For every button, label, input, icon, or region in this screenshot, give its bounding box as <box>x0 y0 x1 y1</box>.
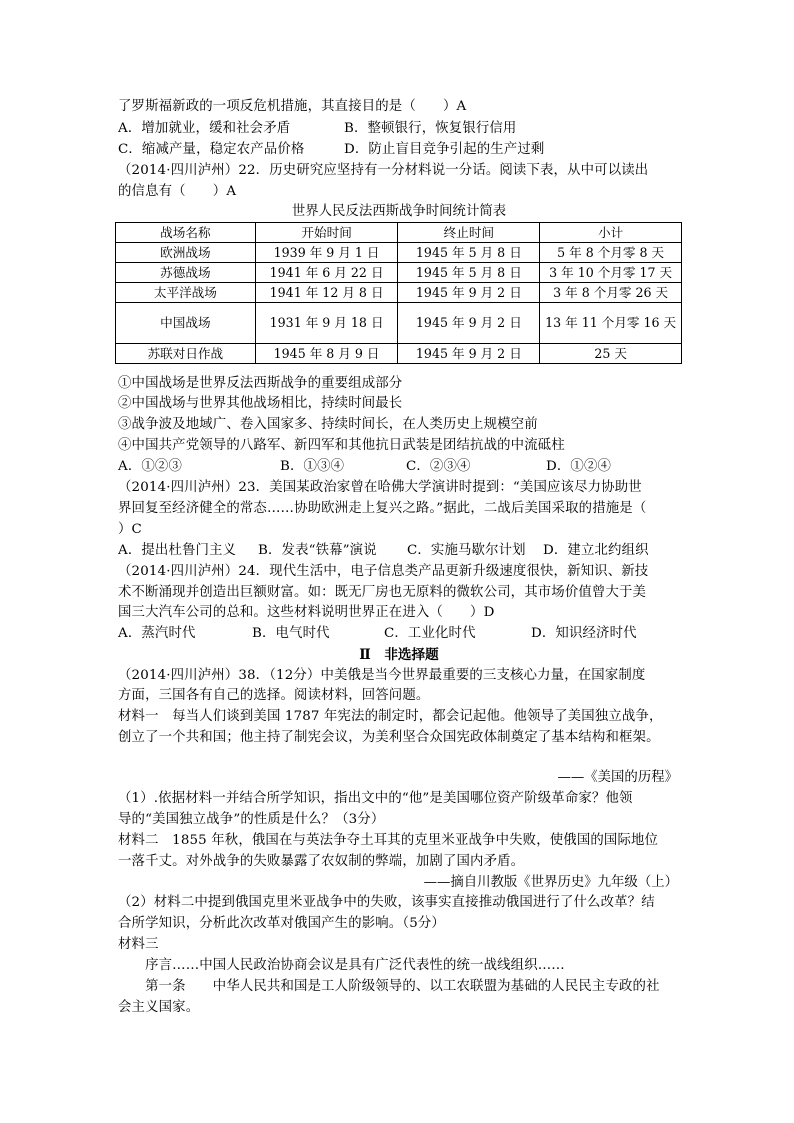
cell: 1941 年 12 月 8 日 <box>255 283 398 303</box>
cell: 3 年 10 个月零 17 天 <box>540 263 682 283</box>
q23-option-a: A．提出杜鲁门主义 <box>118 543 237 558</box>
q24-stem-line-3: 国三大汽车公司的总和。这些材料说明世界正在进入（ ）D <box>118 605 495 620</box>
table-row <box>116 344 682 364</box>
cell: 3 年 8 个月零 26 天 <box>540 283 682 303</box>
cell: 25 天 <box>540 344 682 364</box>
cell: 1945 年 9 月 2 日 <box>398 303 540 344</box>
q21-stem-end: 了罗斯福新政的一项反危机措施，其直接目的是（ ）A <box>118 99 467 114</box>
q23-stem-line-1: （2014·四川泸州）23．美国某政治家曾在哈佛大学演讲时提到：“美国应该尽力协助世 <box>118 480 642 495</box>
q22-option-a: A．①②③ <box>118 459 182 474</box>
cell: 苏德战场 <box>116 263 256 283</box>
material-2-line-2: 一落千丈。对外战争的失败暴露了农奴制的弊端，加剧了国内矛盾。 <box>118 854 525 869</box>
table-caption: 世界人民反法西斯战争时间统计简表 <box>291 204 507 219</box>
cell: 太平洋战场 <box>116 283 256 303</box>
q24-stem-line-1: （2014·四川泸州）24．现代生活中，电子信息类产品更新升级速度很快，新知识、新技 <box>118 564 649 579</box>
table-header-row <box>116 223 682 243</box>
header-start: 开始时间 <box>255 223 398 243</box>
q22-options-row <box>118 457 611 477</box>
material-3-line-3: 会主义国家。 <box>118 1000 200 1015</box>
q24-option-d: D．知识经济时代 <box>531 626 637 641</box>
part-1-line-1: （1）.依据材料一并结合所学知识，指出文中的“他”是美国哪位资产阶级革命家？他领 <box>118 791 633 806</box>
part-2-line-2: 合所学知识，分析此次改革对俄国产生的影响。（5分） <box>118 916 445 931</box>
material-1-line-1: 材料一 每当人们谈到美国 1787 年宪法的制定时，都会记起他。他领导了美国独立战争， <box>118 709 663 724</box>
cell: 欧洲战场 <box>116 243 256 263</box>
q22-option-c: C．②③④ <box>406 459 471 474</box>
q21-option-d: D．防止盲目竞争引起的生产过剩 <box>344 142 545 157</box>
material-1-line-2: 创立了一个共和国；他主持了制宪会议，为美利坚合众国宪政体制奠定了基本结构和框架。 <box>118 730 660 745</box>
q23-options-row <box>118 541 649 561</box>
cell: 1945 年 9 月 2 日 <box>398 283 540 303</box>
q23-stem-line-2: 界回复至经济健全的常态……协助欧洲走上复兴之路。”据此，二战后美国采取的措施是（ <box>118 501 647 516</box>
q21-option-a: A．增加就业，缓和社会矛盾 <box>118 121 291 136</box>
q22-statement-4: ④中国共产党领导的八路军、新四军和其他抗日武装是团结抗战的中流砥柱 <box>118 438 565 453</box>
header-total: 小计 <box>540 223 682 243</box>
part-2-line-1: （2）材料二中提到俄国克里米亚战争中的失败，该事实直接推动俄国进行了什么改革？结 <box>118 895 655 910</box>
cell: 1945 年 5 月 8 日 <box>398 243 540 263</box>
q23-option-d: D．建立北约组织 <box>543 543 649 558</box>
q22-stem-line-1: （2014·四川泸州）22．历史研究应坚持有一分材料说一分话。阅读下表，从中可以读出 <box>118 163 649 178</box>
q24-option-b: B．电气时代 <box>252 626 330 641</box>
q21-options-row-1 <box>118 119 516 139</box>
q24-options-row <box>118 624 637 644</box>
q22-stem-line-2: 的信息有（ ）A <box>118 184 237 199</box>
cell: 1945 年 9 月 2 日 <box>398 344 540 364</box>
q22-statement-2: ②中国战场与世界其他战场相比，持续时间最长 <box>118 396 403 411</box>
cell: 1941 年 6 月 22 日 <box>255 263 398 283</box>
q24-stem-line-2: 术不断涌现并创造出巨额财富。如：既无厂房也无原料的微软公司，其市场价值曾大于美 <box>118 585 647 600</box>
cell: 中国战场 <box>116 303 256 344</box>
table-row <box>116 263 682 283</box>
q21-option-c: C．缩减产量，稳定农产品价格 <box>118 142 305 157</box>
section-title: Ⅱ 非选择题 <box>359 647 439 663</box>
cell: 1945 年 8 月 9 日 <box>255 344 398 364</box>
material-3-line-2: 第一条 中华人民共和国是工人阶级领导的、以工农联盟为基础的人民民主专政的社 <box>118 979 660 994</box>
q24-option-c: C．工业化时代 <box>384 626 476 641</box>
q23-option-c: C．实施马歇尔计划 <box>407 543 526 558</box>
q22-option-d: D．①②④ <box>546 459 612 474</box>
cell: 1939 年 9 月 1 日 <box>255 243 398 263</box>
q21-option-b: B．整顿银行，恢复银行信用 <box>344 121 517 136</box>
table-row <box>116 243 682 263</box>
q23-stem-line-3: ）C <box>118 522 142 537</box>
material-3-label: 材料三 <box>118 937 159 952</box>
table-row <box>116 283 682 303</box>
q22-statement-1: ①中国战场是世界反法西斯战争的重要组成部分 <box>118 376 403 391</box>
material-1-source: ——《美国的历程》 <box>557 770 678 785</box>
q24-option-a: A．蒸汽时代 <box>118 626 196 641</box>
q38-intro-line-1: （2014·四川泸州）38．（12分）中美俄是当今世界最重要的三支核心力量，在国家制度 <box>118 668 646 683</box>
cell: 1945 年 5 月 8 日 <box>398 263 540 283</box>
cell: 13 年 11 个月零 16 天 <box>540 303 682 344</box>
material-2-source: ——摘自川教版《世界历史》九年级（上） <box>423 875 678 890</box>
cell: 苏联对日作战 <box>116 344 256 364</box>
material-3-line-1: 序言……中国人民政治协商会议是具有广泛代表性的统一战线组织…… <box>118 958 565 973</box>
cell: 1931 年 9 月 18 日 <box>255 303 398 344</box>
q21-options-row-2 <box>118 140 544 160</box>
q23-option-b: B．发表“铁幕”演说 <box>258 543 377 558</box>
header-battlefield: 战场名称 <box>116 223 256 243</box>
war-time-table <box>115 222 682 364</box>
part-1-line-2: 导的“美国独立战争”的性质是什么？（3分） <box>118 812 385 827</box>
q22-option-b: B．①③④ <box>280 459 345 474</box>
q22-statement-3: ③战争波及地域广、卷入国家多、持续时间长，在人类历史上规模空前 <box>118 417 538 432</box>
material-2-line-1: 材料二 1855 年秋，俄国在与英法争夺土耳其的克里米亚战争中失败，使俄国的国际地位 <box>118 833 659 848</box>
table-row <box>116 303 682 344</box>
q38-intro-line-2: 方面，三国各有自己的选择。阅读材料，回答问题。 <box>118 688 430 703</box>
cell: 5 年 8 个月零 8 天 <box>540 243 682 263</box>
header-end: 终止时间 <box>398 223 540 243</box>
